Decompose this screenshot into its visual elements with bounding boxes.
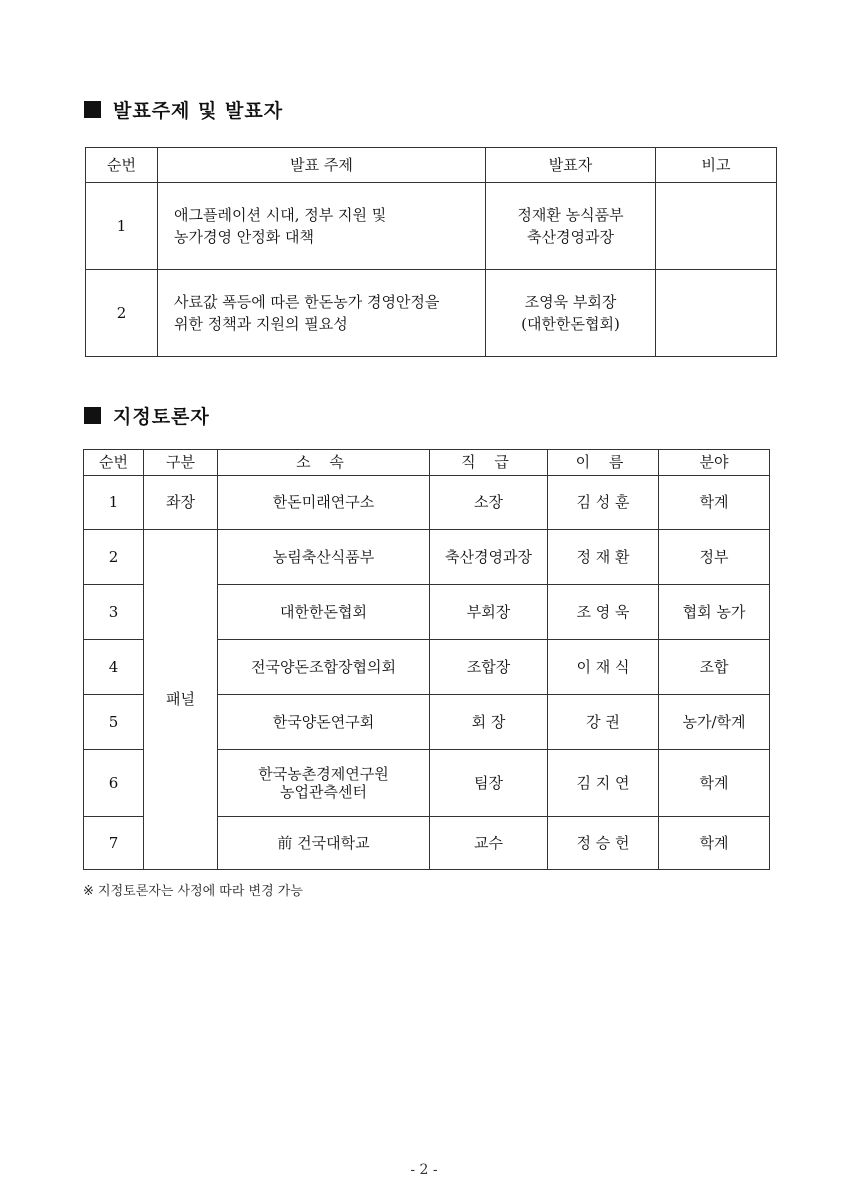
table-row bbox=[84, 476, 770, 530]
org-line: 농업관측센터 bbox=[280, 783, 367, 801]
table-row bbox=[84, 530, 770, 585]
header-cell: 이 름 bbox=[548, 450, 659, 476]
category-cell: 패널 bbox=[144, 530, 218, 870]
presenter-line: 조영욱 부회장 bbox=[524, 292, 617, 311]
name-cell: 이 재 식 bbox=[548, 640, 659, 695]
note-cell bbox=[656, 183, 777, 270]
presenter-line: 축산경영과장 bbox=[527, 228, 614, 246]
org-cell: 농림축산식품부 bbox=[218, 530, 430, 585]
org-cell: 前 건국대학교 bbox=[218, 817, 430, 870]
square-bullet-icon bbox=[84, 101, 101, 118]
header-cell: 발표자 bbox=[486, 148, 656, 183]
rank-cell: 교수 bbox=[430, 817, 548, 870]
presenter-line: (대한한돈협회) bbox=[521, 315, 620, 333]
rank-cell: 회 장 bbox=[430, 695, 548, 750]
header-cell: 순번 bbox=[84, 450, 144, 476]
section1-title: 발표주제 및 발표자 bbox=[113, 100, 284, 122]
row-number: 1 bbox=[86, 183, 158, 270]
field-cell: 조합 bbox=[659, 640, 770, 695]
name-cell: 조 영 욱 bbox=[548, 585, 659, 640]
footnote: ※ 지정토론자는 사정에 따라 변경 가능 bbox=[83, 884, 303, 899]
row-number: 4 bbox=[84, 640, 144, 695]
header-cell: 구분 bbox=[144, 450, 218, 476]
category-cell: 좌장 bbox=[144, 476, 218, 530]
name-cell: 김 지 연 bbox=[548, 750, 659, 817]
rank-cell: 축산경영과장 bbox=[430, 530, 548, 585]
name-cell: 정 승 헌 bbox=[548, 817, 659, 870]
rank-cell: 조합장 bbox=[430, 640, 548, 695]
section1-heading bbox=[84, 96, 283, 123]
header-cell: 소 속 bbox=[218, 450, 430, 476]
presenter-cell bbox=[486, 270, 656, 357]
table-header-row bbox=[86, 148, 777, 183]
header-cell: 분야 bbox=[659, 450, 770, 476]
section2-heading bbox=[84, 402, 210, 429]
field-cell: 학계 bbox=[659, 817, 770, 870]
topic-line: 위한 정책과 지원의 필요성 bbox=[174, 315, 348, 333]
row-number: 2 bbox=[86, 270, 158, 357]
topic-cell bbox=[158, 270, 486, 357]
presentation-table bbox=[85, 147, 777, 357]
page-number: - 2 - bbox=[410, 1162, 438, 1178]
row-number: 2 bbox=[84, 530, 144, 585]
table-row bbox=[86, 270, 777, 357]
field-cell: 협회 농가 bbox=[659, 585, 770, 640]
name-cell: 김 성 훈 bbox=[548, 476, 659, 530]
note-cell bbox=[656, 270, 777, 357]
section2-title: 지정토론자 bbox=[113, 406, 210, 428]
field-cell: 농가/학계 bbox=[659, 695, 770, 750]
presenter-cell bbox=[486, 183, 656, 270]
org-cell bbox=[218, 750, 430, 817]
rank-cell: 소장 bbox=[430, 476, 548, 530]
table-header-row bbox=[84, 450, 770, 476]
org-cell: 대한한돈협회 bbox=[218, 585, 430, 640]
field-cell: 학계 bbox=[659, 476, 770, 530]
field-cell: 정부 bbox=[659, 530, 770, 585]
row-number: 3 bbox=[84, 585, 144, 640]
org-line: 한국농촌경제연구원 bbox=[258, 765, 389, 783]
header-cell: 발표 주제 bbox=[158, 148, 486, 183]
topic-cell bbox=[158, 183, 486, 270]
org-cell: 한국양돈연구회 bbox=[218, 695, 430, 750]
row-number: 7 bbox=[84, 817, 144, 870]
header-cell: 순번 bbox=[86, 148, 158, 183]
rank-cell: 부회장 bbox=[430, 585, 548, 640]
rank-cell: 팀장 bbox=[430, 750, 548, 817]
row-number: 6 bbox=[84, 750, 144, 817]
name-cell: 정 재 환 bbox=[548, 530, 659, 585]
org-cell: 전국양돈조합장협의회 bbox=[218, 640, 430, 695]
header-cell: 직 급 bbox=[430, 450, 548, 476]
table-row bbox=[86, 183, 777, 270]
name-cell: 강 권 bbox=[548, 695, 659, 750]
field-cell: 학계 bbox=[659, 750, 770, 817]
topic-line: 농가경영 안정화 대책 bbox=[174, 228, 314, 246]
topic-line: 애그플레이션 시대, 정부 지원 및 bbox=[174, 205, 387, 224]
row-number: 5 bbox=[84, 695, 144, 750]
square-bullet-icon bbox=[84, 407, 101, 424]
presenter-line: 정재환 농식품부 bbox=[517, 205, 624, 224]
panelist-table bbox=[83, 449, 770, 870]
row-number: 1 bbox=[84, 476, 144, 530]
topic-line: 사료값 폭등에 따른 한돈농가 경영안정을 bbox=[174, 292, 440, 311]
header-cell: 비고 bbox=[656, 148, 777, 183]
org-cell: 한돈미래연구소 bbox=[218, 476, 430, 530]
